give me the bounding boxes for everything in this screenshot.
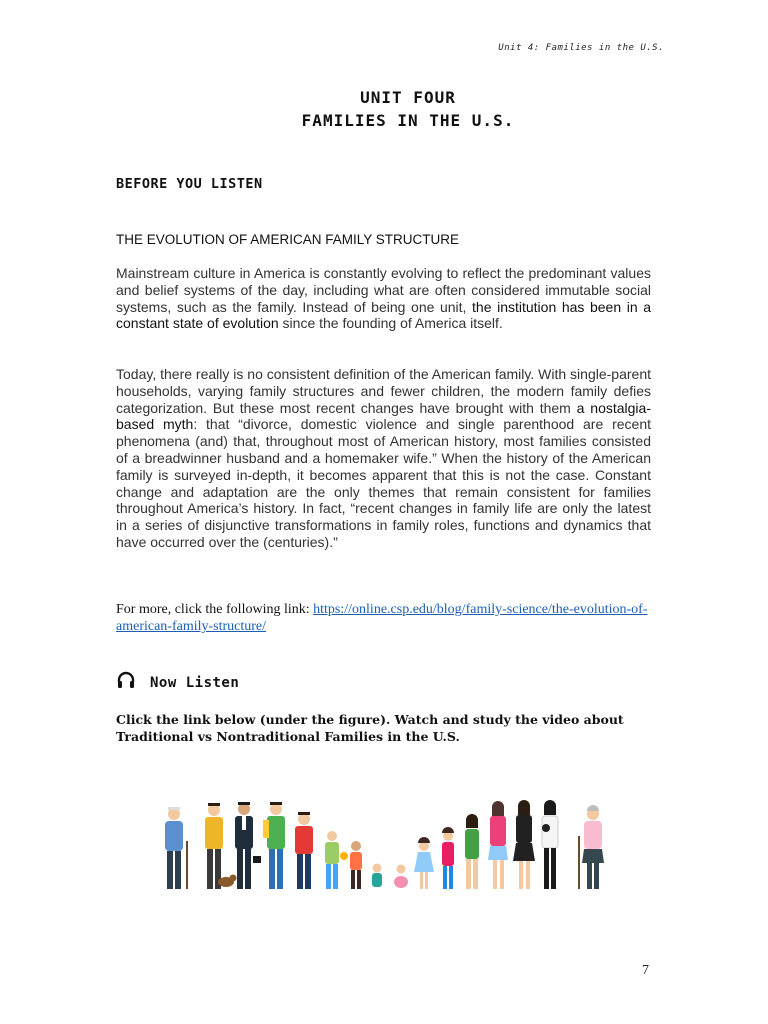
- paragraph-2-text-a: Today, there really is no consistent definition of the American family. With single-parent households, varying family structures and fewer children, the modern family defies categorization. But these most recent changes have brought with them: [116, 366, 651, 416]
- man-yellow-figure: [205, 803, 223, 889]
- grandfather-figure: [165, 807, 188, 889]
- unit-title: UNIT FOUR: [360, 88, 456, 107]
- now-listen-heading: [116, 670, 239, 695]
- teen-boy-figure: [295, 812, 313, 889]
- boy-figure: [350, 841, 362, 889]
- paragraph-2-highlight: a nostalgia-based myth: [116, 399, 651, 433]
- running-header: Unit 4: Families in the U.S.: [498, 43, 664, 53]
- mother-baby-figure: [542, 800, 558, 889]
- article-heading: THE EVOLUTION OF AMERICAN FAMILY STRUCTURE: [116, 232, 460, 247]
- man-backpack-figure: [263, 802, 285, 889]
- paragraph-1: [116, 265, 651, 332]
- paragraph-1-highlight: the institution has been in a constant state of evolution: [116, 298, 651, 332]
- unit-subtitle: FAMILIES IN THE U.S.: [301, 111, 515, 130]
- now-listen-label: Now Listen: [150, 674, 240, 691]
- woman-dress-figure: [513, 800, 535, 889]
- more-info-prefix: For more, click the following link:: [116, 602, 314, 617]
- page-number: 7: [642, 963, 649, 978]
- article-link[interactable]: https://online.csp.edu/blog/family-science/the-evolution-of-american-family-structure/: [116, 602, 648, 634]
- listen-instruction: Click the link below (under the figure). Watch and study the video about Traditional vs Nontraditional Families in the U.S.: [116, 712, 624, 744]
- young-woman-figure: [488, 801, 508, 889]
- more-info: [116, 601, 656, 635]
- boy-ball-figure: [325, 831, 348, 889]
- teen-girl-figure: [465, 814, 479, 889]
- grandmother-figure: [578, 805, 604, 889]
- family-illustration: [156, 796, 616, 896]
- paragraph-1-text-a: Mainstream culture in America is constantly evolving to reflect the predominant values and belief systems of the day, including what are often considered immutable social systems, such as the family. Instead of being one unit,: [116, 265, 651, 315]
- headphones-icon: [116, 670, 136, 695]
- paragraph-2-text-c: : that “divorce, domestic violence and single parenthood are recent phenomena (and) that, throughout most of American history, most families consisted of a breadwinner husband and a homemaker wife.” When the history of the American family is surveyed in-depth, it becomes apparent that this is not the case. Constant change and adaptation are the only themes that remain consistent for families throughout America’s history. In fact, “recent changes in family life are only the latest in a series of disjunctive transformations in family roles, functions and dynamics that have occurred over the (centuries).”: [116, 416, 651, 550]
- man-suit-figure: [235, 802, 261, 889]
- girl-figure: [442, 827, 454, 889]
- toddler-figure: [372, 864, 382, 888]
- girl-small-figure: [414, 837, 434, 889]
- paragraph-2: [116, 366, 651, 551]
- paragraph-1-text-c: since the founding of America itself.: [278, 315, 503, 332]
- before-you-listen-heading: BEFORE YOU LISTEN: [116, 176, 263, 192]
- baby-figure: [394, 865, 408, 889]
